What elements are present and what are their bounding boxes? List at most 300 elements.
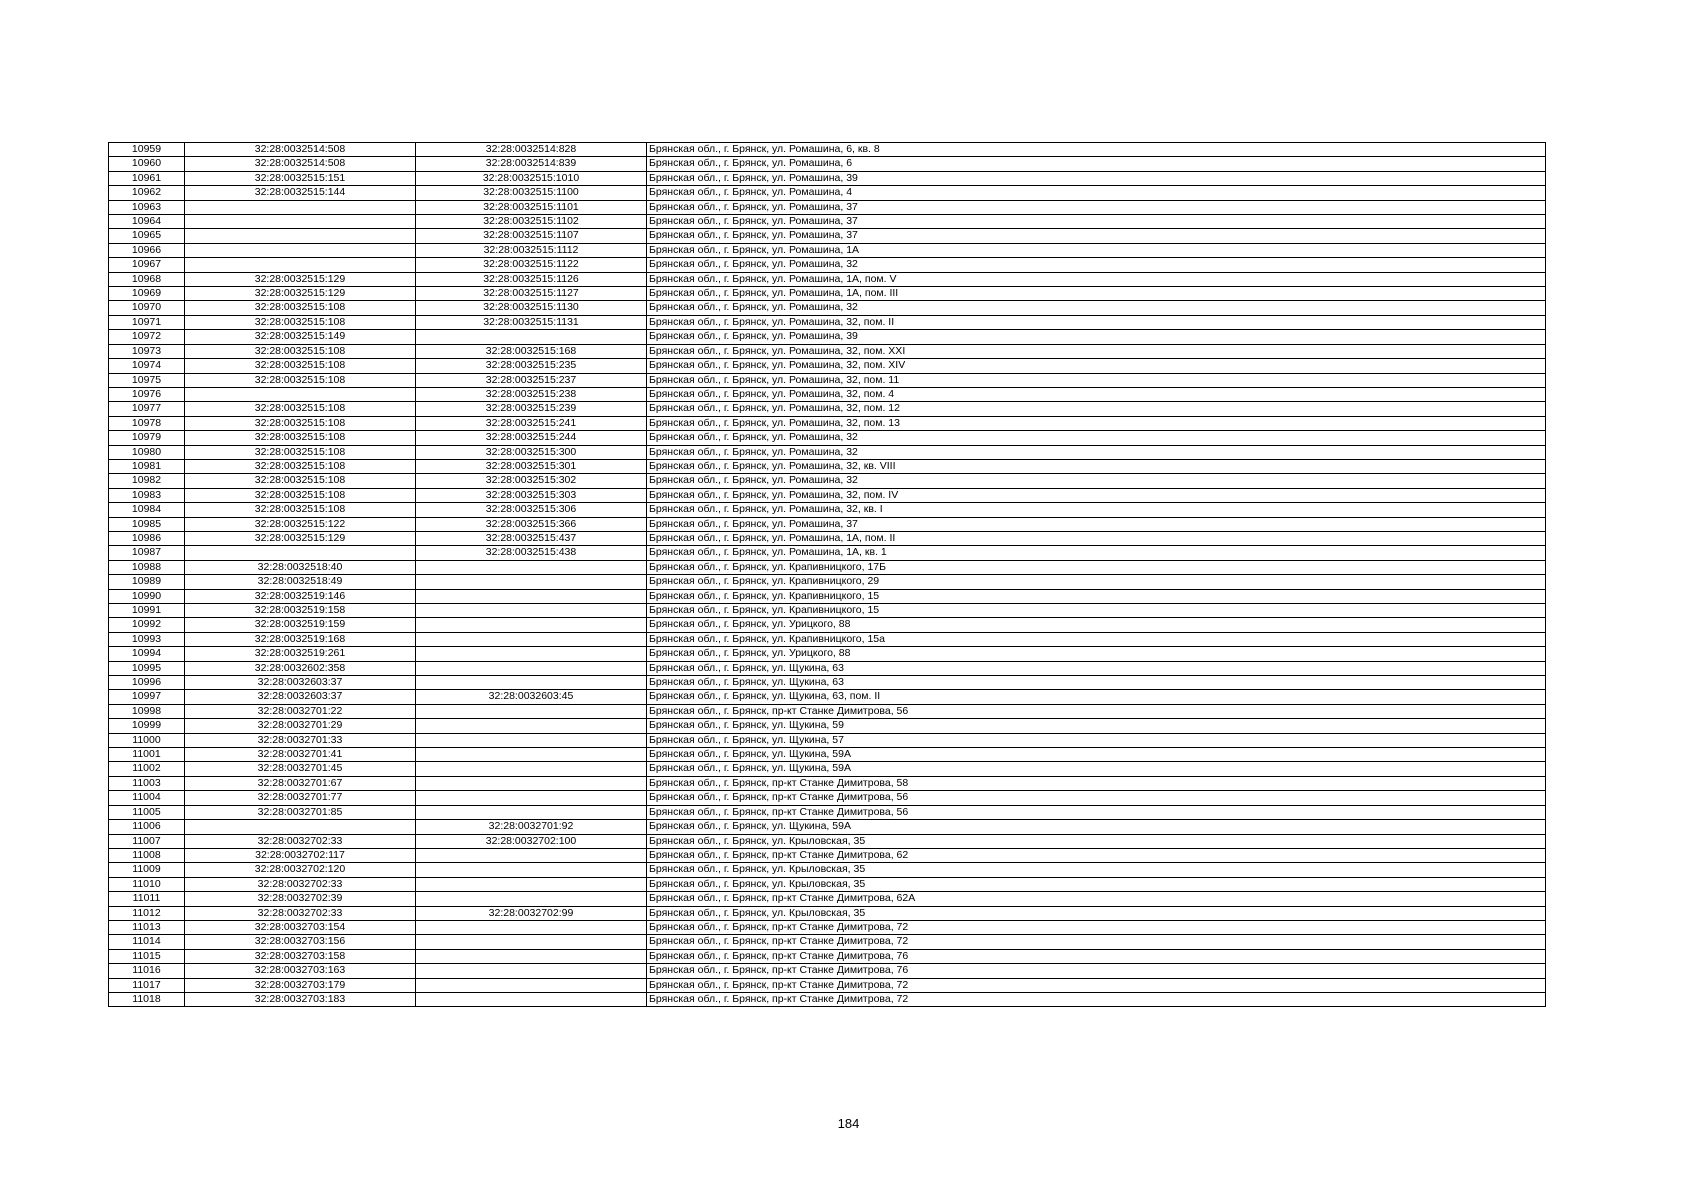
cadastral-number-cell: 32:28:0032515:149 bbox=[185, 330, 416, 344]
row-number-cell: 10992 bbox=[109, 618, 185, 632]
table-row bbox=[109, 676, 1546, 690]
cadastral-number-cell bbox=[185, 243, 416, 257]
address-cell: Брянская обл., г. Брянск, пр-кт Станке Димитрова, 72 bbox=[647, 920, 1546, 934]
table-row bbox=[109, 517, 1546, 531]
row-number-cell: 10959 bbox=[109, 143, 185, 157]
row-number-cell: 10993 bbox=[109, 632, 185, 646]
address-cell: Брянская обл., г. Брянск, ул. Ромашина, 37 bbox=[647, 215, 1546, 229]
table-row bbox=[109, 272, 1546, 286]
row-number-cell: 10987 bbox=[109, 546, 185, 560]
row-number-cell: 10991 bbox=[109, 604, 185, 618]
row-number-cell: 11016 bbox=[109, 964, 185, 978]
object-cadastral-number-cell bbox=[416, 762, 647, 776]
row-number-cell: 11012 bbox=[109, 906, 185, 920]
row-number-cell: 10967 bbox=[109, 258, 185, 272]
table-row bbox=[109, 402, 1546, 416]
table-row bbox=[109, 503, 1546, 517]
address-cell: Брянская обл., г. Брянск, ул. Ромашина, 32 bbox=[647, 301, 1546, 315]
table-row bbox=[109, 373, 1546, 387]
cadastral-number-cell: 32:28:0032515:108 bbox=[185, 459, 416, 473]
table-row bbox=[109, 704, 1546, 718]
address-cell: Брянская обл., г. Брянск, ул. Ромашина, 6 bbox=[647, 157, 1546, 171]
table-row bbox=[109, 445, 1546, 459]
cadastral-number-cell: 32:28:0032519:146 bbox=[185, 589, 416, 603]
table-row bbox=[109, 820, 1546, 834]
cadastral-number-cell: 32:28:0032702:120 bbox=[185, 863, 416, 877]
table-row bbox=[109, 604, 1546, 618]
registry-table-body bbox=[109, 143, 1546, 1007]
row-number-cell: 11013 bbox=[109, 920, 185, 934]
table-row bbox=[109, 776, 1546, 790]
cadastral-number-cell: 32:28:0032701:29 bbox=[185, 719, 416, 733]
object-cadastral-number-cell bbox=[416, 877, 647, 891]
address-cell: Брянская обл., г. Брянск, пр-кт Станке Димитрова, 62 bbox=[647, 848, 1546, 862]
address-cell: Брянская обл., г. Брянск, ул. Ромашина, 4 bbox=[647, 186, 1546, 200]
object-cadastral-number-cell bbox=[416, 863, 647, 877]
table-row bbox=[109, 748, 1546, 762]
address-cell: Брянская обл., г. Брянск, ул. Ромашина, 32 bbox=[647, 431, 1546, 445]
address-cell: Брянская обл., г. Брянск, ул. Крапивницкого, 29 bbox=[647, 575, 1546, 589]
row-number-cell: 10980 bbox=[109, 445, 185, 459]
table-row bbox=[109, 258, 1546, 272]
row-number-cell: 10971 bbox=[109, 315, 185, 329]
object-cadastral-number-cell: 32:28:0032515:300 bbox=[416, 445, 647, 459]
address-cell: Брянская обл., г. Брянск, пр-кт Станке Димитрова, 56 bbox=[647, 805, 1546, 819]
address-cell: Брянская обл., г. Брянск, ул. Щукина, 59А bbox=[647, 762, 1546, 776]
object-cadastral-number-cell bbox=[416, 632, 647, 646]
row-number-cell: 10977 bbox=[109, 402, 185, 416]
object-cadastral-number-cell: 32:28:0032515:303 bbox=[416, 488, 647, 502]
table-row bbox=[109, 762, 1546, 776]
row-number-cell: 10988 bbox=[109, 560, 185, 574]
table-row bbox=[109, 560, 1546, 574]
object-cadastral-number-cell bbox=[416, 992, 647, 1006]
cadastral-number-cell: 32:28:0032603:37 bbox=[185, 676, 416, 690]
row-number-cell: 10968 bbox=[109, 272, 185, 286]
table-row bbox=[109, 575, 1546, 589]
cadastral-number-cell: 32:28:0032703:183 bbox=[185, 992, 416, 1006]
object-cadastral-number-cell: 32:28:0032515:301 bbox=[416, 459, 647, 473]
object-cadastral-number-cell: 32:28:0032515:1010 bbox=[416, 171, 647, 185]
address-cell: Брянская обл., г. Брянск, ул. Ромашина, 1А bbox=[647, 243, 1546, 257]
object-cadastral-number-cell: 32:28:0032515:238 bbox=[416, 387, 647, 401]
address-cell: Брянская обл., г. Брянск, ул. Ромашина, 32 bbox=[647, 258, 1546, 272]
address-cell: Брянская обл., г. Брянск, ул. Ромашина, 32, пом. 12 bbox=[647, 402, 1546, 416]
row-number-cell: 10965 bbox=[109, 229, 185, 243]
table-row bbox=[109, 661, 1546, 675]
cadastral-number-cell: 32:28:0032515:108 bbox=[185, 301, 416, 315]
cadastral-number-cell: 32:28:0032702:33 bbox=[185, 877, 416, 891]
object-cadastral-number-cell: 32:28:0032515:239 bbox=[416, 402, 647, 416]
object-cadastral-number-cell bbox=[416, 776, 647, 790]
table-row bbox=[109, 949, 1546, 963]
object-cadastral-number-cell bbox=[416, 604, 647, 618]
address-cell: Брянская обл., г. Брянск, ул. Ромашина, 32 bbox=[647, 474, 1546, 488]
cadastral-number-cell: 32:28:0032703:154 bbox=[185, 920, 416, 934]
address-cell: Брянская обл., г. Брянск, ул. Щукина, 59 bbox=[647, 719, 1546, 733]
cadastral-number-cell: 32:28:0032701:85 bbox=[185, 805, 416, 819]
object-cadastral-number-cell: 32:28:0032515:1127 bbox=[416, 287, 647, 301]
cadastral-number-cell bbox=[185, 546, 416, 560]
object-cadastral-number-cell: 32:28:0032702:99 bbox=[416, 906, 647, 920]
cadastral-number-cell: 32:28:0032515:108 bbox=[185, 431, 416, 445]
object-cadastral-number-cell bbox=[416, 935, 647, 949]
row-number-cell: 10983 bbox=[109, 488, 185, 502]
address-cell: Брянская обл., г. Брянск, ул. Ромашина, 6, кв. 8 bbox=[647, 143, 1546, 157]
object-cadastral-number-cell: 32:28:0032515:366 bbox=[416, 517, 647, 531]
object-cadastral-number-cell: 32:28:0032515:437 bbox=[416, 531, 647, 545]
row-number-cell: 11000 bbox=[109, 733, 185, 747]
table-row bbox=[109, 215, 1546, 229]
cadastral-number-cell: 32:28:0032518:40 bbox=[185, 560, 416, 574]
address-cell: Брянская обл., г. Брянск, ул. Крапивницкого, 15 bbox=[647, 604, 1546, 618]
table-row bbox=[109, 546, 1546, 560]
object-cadastral-number-cell: 32:28:0032515:1107 bbox=[416, 229, 647, 243]
cadastral-number-cell: 32:28:0032515:129 bbox=[185, 272, 416, 286]
row-number-cell: 11018 bbox=[109, 992, 185, 1006]
address-cell: Брянская обл., г. Брянск, пр-кт Станке Димитрова, 76 bbox=[647, 949, 1546, 963]
object-cadastral-number-cell: 32:28:0032515:168 bbox=[416, 344, 647, 358]
object-cadastral-number-cell: 32:28:0032515:1131 bbox=[416, 315, 647, 329]
address-cell: Брянская обл., г. Брянск, пр-кт Станке Димитрова, 72 bbox=[647, 978, 1546, 992]
cadastral-number-cell bbox=[185, 215, 416, 229]
table-row bbox=[109, 315, 1546, 329]
row-number-cell: 11011 bbox=[109, 892, 185, 906]
cadastral-number-cell bbox=[185, 229, 416, 243]
cadastral-number-cell: 32:28:0032702:33 bbox=[185, 834, 416, 848]
cadastral-number-cell: 32:28:0032703:158 bbox=[185, 949, 416, 963]
object-cadastral-number-cell bbox=[416, 848, 647, 862]
address-cell: Брянская обл., г. Брянск, ул. Ромашина, 32, пом. XXI bbox=[647, 344, 1546, 358]
table-row bbox=[109, 906, 1546, 920]
table-row bbox=[109, 531, 1546, 545]
cadastral-number-cell: 32:28:0032702:33 bbox=[185, 906, 416, 920]
address-cell: Брянская обл., г. Брянск, ул. Щукина, 63, пом. II bbox=[647, 690, 1546, 704]
address-cell: Брянская обл., г. Брянск, ул. Ромашина, 32, пом. IV bbox=[647, 488, 1546, 502]
table-row bbox=[109, 171, 1546, 185]
row-number-cell: 10960 bbox=[109, 157, 185, 171]
row-number-cell: 11002 bbox=[109, 762, 185, 776]
row-number-cell: 10976 bbox=[109, 387, 185, 401]
table-row bbox=[109, 632, 1546, 646]
object-cadastral-number-cell: 32:28:0032515:1112 bbox=[416, 243, 647, 257]
object-cadastral-number-cell: 32:28:0032515:1100 bbox=[416, 186, 647, 200]
table-row bbox=[109, 892, 1546, 906]
address-cell: Брянская обл., г. Брянск, ул. Щукина, 63 bbox=[647, 661, 1546, 675]
row-number-cell: 10974 bbox=[109, 359, 185, 373]
row-number-cell: 10966 bbox=[109, 243, 185, 257]
address-cell: Брянская обл., г. Брянск, пр-кт Станке Димитрова, 58 bbox=[647, 776, 1546, 790]
address-cell: Брянская обл., г. Брянск, ул. Щукина, 63 bbox=[647, 676, 1546, 690]
address-cell: Брянская обл., г. Брянск, ул. Ромашина, 1А, пом. II bbox=[647, 531, 1546, 545]
row-number-cell: 11007 bbox=[109, 834, 185, 848]
registry-table bbox=[108, 142, 1546, 1007]
cadastral-number-cell: 32:28:0032515:108 bbox=[185, 402, 416, 416]
object-cadastral-number-cell bbox=[416, 618, 647, 632]
address-cell: Брянская обл., г. Брянск, ул. Щукина, 59А bbox=[647, 820, 1546, 834]
address-cell: Брянская обл., г. Брянск, ул. Крыловская, 35 bbox=[647, 834, 1546, 848]
object-cadastral-number-cell: 32:28:0032515:1122 bbox=[416, 258, 647, 272]
cadastral-number-cell: 32:28:0032703:179 bbox=[185, 978, 416, 992]
cadastral-number-cell: 32:28:0032603:37 bbox=[185, 690, 416, 704]
row-number-cell: 10999 bbox=[109, 719, 185, 733]
object-cadastral-number-cell: 32:28:0032603:45 bbox=[416, 690, 647, 704]
object-cadastral-number-cell bbox=[416, 330, 647, 344]
row-number-cell: 10989 bbox=[109, 575, 185, 589]
address-cell: Брянская обл., г. Брянск, ул. Крыловская, 35 bbox=[647, 877, 1546, 891]
address-cell: Брянская обл., г. Брянск, ул. Щукина, 57 bbox=[647, 733, 1546, 747]
table-row bbox=[109, 474, 1546, 488]
row-number-cell: 10972 bbox=[109, 330, 185, 344]
object-cadastral-number-cell: 32:28:0032515:306 bbox=[416, 503, 647, 517]
row-number-cell: 10978 bbox=[109, 416, 185, 430]
address-cell: Брянская обл., г. Брянск, пр-кт Станке Димитрова, 56 bbox=[647, 704, 1546, 718]
object-cadastral-number-cell bbox=[416, 949, 647, 963]
cadastral-number-cell: 32:28:0032703:156 bbox=[185, 935, 416, 949]
address-cell: Брянская обл., г. Брянск, пр-кт Станке Димитрова, 72 bbox=[647, 935, 1546, 949]
object-cadastral-number-cell bbox=[416, 647, 647, 661]
address-cell: Брянская обл., г. Брянск, ул. Ромашина, 32, пом. XIV bbox=[647, 359, 1546, 373]
table-row bbox=[109, 344, 1546, 358]
table-row bbox=[109, 719, 1546, 733]
row-number-cell: 11009 bbox=[109, 863, 185, 877]
cadastral-number-cell: 32:28:0032515:108 bbox=[185, 445, 416, 459]
row-number-cell: 11006 bbox=[109, 820, 185, 834]
object-cadastral-number-cell bbox=[416, 748, 647, 762]
page-number: 184 bbox=[837, 1116, 860, 1131]
table-row bbox=[109, 618, 1546, 632]
row-number-cell: 10982 bbox=[109, 474, 185, 488]
address-cell: Брянская обл., г. Брянск, ул. Ромашина, 37 bbox=[647, 229, 1546, 243]
row-number-cell: 11014 bbox=[109, 935, 185, 949]
address-cell: Брянская обл., г. Брянск, ул. Урицкого, 88 bbox=[647, 618, 1546, 632]
cadastral-number-cell: 32:28:0032515:129 bbox=[185, 531, 416, 545]
address-cell: Брянская обл., г. Брянск, пр-кт Станке Димитрова, 56 bbox=[647, 791, 1546, 805]
row-number-cell: 11003 bbox=[109, 776, 185, 790]
cadastral-number-cell: 32:28:0032519:261 bbox=[185, 647, 416, 661]
cadastral-number-cell: 32:28:0032702:39 bbox=[185, 892, 416, 906]
object-cadastral-number-cell: 32:28:0032514:828 bbox=[416, 143, 647, 157]
row-number-cell: 11015 bbox=[109, 949, 185, 963]
table-row bbox=[109, 848, 1546, 862]
cadastral-number-cell: 32:28:0032518:49 bbox=[185, 575, 416, 589]
table-row bbox=[109, 416, 1546, 430]
address-cell: Брянская обл., г. Брянск, ул. Ромашина, 39 bbox=[647, 330, 1546, 344]
address-cell: Брянская обл., г. Брянск, ул. Ромашина, 32, пом. 4 bbox=[647, 387, 1546, 401]
address-cell: Брянская обл., г. Брянск, ул. Ромашина, 37 bbox=[647, 517, 1546, 531]
address-cell: Брянская обл., г. Брянск, ул. Щукина, 59А bbox=[647, 748, 1546, 762]
object-cadastral-number-cell bbox=[416, 560, 647, 574]
cadastral-number-cell: 32:28:0032515:129 bbox=[185, 287, 416, 301]
table-row bbox=[109, 733, 1546, 747]
table-row bbox=[109, 330, 1546, 344]
object-cadastral-number-cell bbox=[416, 719, 647, 733]
cadastral-number-cell: 32:28:0032515:122 bbox=[185, 517, 416, 531]
cadastral-number-cell: 32:28:0032701:41 bbox=[185, 748, 416, 762]
address-cell: Брянская обл., г. Брянск, ул. Ромашина, 32, кв. VIII bbox=[647, 459, 1546, 473]
row-number-cell: 11004 bbox=[109, 791, 185, 805]
table-row bbox=[109, 647, 1546, 661]
table-row bbox=[109, 863, 1546, 877]
object-cadastral-number-cell: 32:28:0032515:237 bbox=[416, 373, 647, 387]
object-cadastral-number-cell: 32:28:0032701:92 bbox=[416, 820, 647, 834]
cadastral-number-cell: 32:28:0032515:151 bbox=[185, 171, 416, 185]
address-cell: Брянская обл., г. Брянск, ул. Ромашина, 39 bbox=[647, 171, 1546, 185]
row-number-cell: 11001 bbox=[109, 748, 185, 762]
cadastral-number-cell bbox=[185, 200, 416, 214]
table-row bbox=[109, 431, 1546, 445]
row-number-cell: 11008 bbox=[109, 848, 185, 862]
cadastral-number-cell: 32:28:0032515:108 bbox=[185, 488, 416, 502]
cadastral-number-cell: 32:28:0032515:108 bbox=[185, 416, 416, 430]
table-row bbox=[109, 805, 1546, 819]
cadastral-number-cell: 32:28:0032701:33 bbox=[185, 733, 416, 747]
address-cell: Брянская обл., г. Брянск, ул. Крыловская, 35 bbox=[647, 906, 1546, 920]
address-cell: Брянская обл., г. Брянск, ул. Крыловская, 35 bbox=[647, 863, 1546, 877]
row-number-cell: 10997 bbox=[109, 690, 185, 704]
row-number-cell: 10962 bbox=[109, 186, 185, 200]
object-cadastral-number-cell: 32:28:0032515:241 bbox=[416, 416, 647, 430]
table-row bbox=[109, 459, 1546, 473]
row-number-cell: 11005 bbox=[109, 805, 185, 819]
object-cadastral-number-cell: 32:28:0032515:1130 bbox=[416, 301, 647, 315]
table-row bbox=[109, 157, 1546, 171]
object-cadastral-number-cell bbox=[416, 575, 647, 589]
cadastral-number-cell: 32:28:0032602:358 bbox=[185, 661, 416, 675]
address-cell: Брянская обл., г. Брянск, ул. Ромашина, 32, кв. I bbox=[647, 503, 1546, 517]
row-number-cell: 10998 bbox=[109, 704, 185, 718]
address-cell: Брянская обл., г. Брянск, ул. Крапивницкого, 17Б bbox=[647, 560, 1546, 574]
object-cadastral-number-cell bbox=[416, 676, 647, 690]
object-cadastral-number-cell bbox=[416, 589, 647, 603]
object-cadastral-number-cell bbox=[416, 964, 647, 978]
table-row bbox=[109, 229, 1546, 243]
row-number-cell: 10981 bbox=[109, 459, 185, 473]
cadastral-number-cell: 32:28:0032701:67 bbox=[185, 776, 416, 790]
object-cadastral-number-cell bbox=[416, 978, 647, 992]
table-row bbox=[109, 287, 1546, 301]
table-row bbox=[109, 992, 1546, 1006]
row-number-cell: 10996 bbox=[109, 676, 185, 690]
address-cell: Брянская обл., г. Брянск, ул. Ромашина, 32, пом. II bbox=[647, 315, 1546, 329]
object-cadastral-number-cell: 32:28:0032515:1102 bbox=[416, 215, 647, 229]
object-cadastral-number-cell: 32:28:0032515:235 bbox=[416, 359, 647, 373]
object-cadastral-number-cell: 32:28:0032515:1126 bbox=[416, 272, 647, 286]
cadastral-number-cell: 32:28:0032515:108 bbox=[185, 315, 416, 329]
object-cadastral-number-cell: 32:28:0032515:438 bbox=[416, 546, 647, 560]
table-row bbox=[109, 791, 1546, 805]
cadastral-number-cell: 32:28:0032515:144 bbox=[185, 186, 416, 200]
table-row bbox=[109, 920, 1546, 934]
address-cell: Брянская обл., г. Брянск, ул. Ромашина, 1А, пом. III bbox=[647, 287, 1546, 301]
address-cell: Брянская обл., г. Брянск, ул. Ромашина, 32 bbox=[647, 445, 1546, 459]
table-row bbox=[109, 589, 1546, 603]
table-row bbox=[109, 243, 1546, 257]
address-cell: Брянская обл., г. Брянск, ул. Ромашина, 1А, кв. 1 bbox=[647, 546, 1546, 560]
row-number-cell: 10994 bbox=[109, 647, 185, 661]
cadastral-number-cell: 32:28:0032515:108 bbox=[185, 373, 416, 387]
object-cadastral-number-cell bbox=[416, 892, 647, 906]
address-cell: Брянская обл., г. Брянск, пр-кт Станке Димитрова, 62А bbox=[647, 892, 1546, 906]
row-number-cell: 10984 bbox=[109, 503, 185, 517]
table-row bbox=[109, 488, 1546, 502]
table-row bbox=[109, 935, 1546, 949]
cadastral-number-cell bbox=[185, 258, 416, 272]
cadastral-number-cell: 32:28:0032515:108 bbox=[185, 359, 416, 373]
address-cell: Брянская обл., г. Брянск, ул. Крапивницкого, 15а bbox=[647, 632, 1546, 646]
table-row bbox=[109, 143, 1546, 157]
address-cell: Брянская обл., г. Брянск, ул. Ромашина, 1А, пом. V bbox=[647, 272, 1546, 286]
row-number-cell: 10975 bbox=[109, 373, 185, 387]
address-cell: Брянская обл., г. Брянск, ул. Ромашина, 32, пом. 11 bbox=[647, 373, 1546, 387]
row-number-cell: 10969 bbox=[109, 287, 185, 301]
row-number-cell: 10985 bbox=[109, 517, 185, 531]
address-cell: Брянская обл., г. Брянск, ул. Крапивницкого, 15 bbox=[647, 589, 1546, 603]
cadastral-number-cell: 32:28:0032701:22 bbox=[185, 704, 416, 718]
address-cell: Брянская обл., г. Брянск, ул. Урицкого, 88 bbox=[647, 647, 1546, 661]
row-number-cell: 10979 bbox=[109, 431, 185, 445]
table-row bbox=[109, 200, 1546, 214]
table-row bbox=[109, 301, 1546, 315]
table-row bbox=[109, 186, 1546, 200]
object-cadastral-number-cell: 32:28:0032515:244 bbox=[416, 431, 647, 445]
address-cell: Брянская обл., г. Брянск, ул. Ромашина, 32, пом. 13 bbox=[647, 416, 1546, 430]
object-cadastral-number-cell bbox=[416, 805, 647, 819]
row-number-cell: 10995 bbox=[109, 661, 185, 675]
address-cell: Брянская обл., г. Брянск, пр-кт Станке Димитрова, 72 bbox=[647, 992, 1546, 1006]
address-cell: Брянская обл., г. Брянск, пр-кт Станке Димитрова, 76 bbox=[647, 964, 1546, 978]
cadastral-number-cell: 32:28:0032701:77 bbox=[185, 791, 416, 805]
table-row bbox=[109, 964, 1546, 978]
row-number-cell: 11017 bbox=[109, 978, 185, 992]
object-cadastral-number-cell bbox=[416, 704, 647, 718]
row-number-cell: 10973 bbox=[109, 344, 185, 358]
cadastral-number-cell: 32:28:0032519:168 bbox=[185, 632, 416, 646]
row-number-cell: 10963 bbox=[109, 200, 185, 214]
cadastral-number-cell: 32:28:0032519:158 bbox=[185, 604, 416, 618]
object-cadastral-number-cell: 32:28:0032515:1101 bbox=[416, 200, 647, 214]
table-row bbox=[109, 387, 1546, 401]
object-cadastral-number-cell bbox=[416, 733, 647, 747]
table-row bbox=[109, 978, 1546, 992]
table-row bbox=[109, 359, 1546, 373]
cadastral-number-cell: 32:28:0032701:45 bbox=[185, 762, 416, 776]
object-cadastral-number-cell bbox=[416, 661, 647, 675]
cadastral-number-cell bbox=[185, 820, 416, 834]
object-cadastral-number-cell bbox=[416, 920, 647, 934]
address-cell: Брянская обл., г. Брянск, ул. Ромашина, 37 bbox=[647, 200, 1546, 214]
table-row bbox=[109, 834, 1546, 848]
cadastral-number-cell: 32:28:0032514:508 bbox=[185, 143, 416, 157]
row-number-cell: 10964 bbox=[109, 215, 185, 229]
cadastral-number-cell: 32:28:0032519:159 bbox=[185, 618, 416, 632]
table-row bbox=[109, 877, 1546, 891]
cadastral-number-cell: 32:28:0032702:117 bbox=[185, 848, 416, 862]
object-cadastral-number-cell bbox=[416, 791, 647, 805]
row-number-cell: 10990 bbox=[109, 589, 185, 603]
object-cadastral-number-cell: 32:28:0032514:839 bbox=[416, 157, 647, 171]
cadastral-number-cell: 32:28:0032703:163 bbox=[185, 964, 416, 978]
row-number-cell: 10986 bbox=[109, 531, 185, 545]
cadastral-number-cell: 32:28:0032515:108 bbox=[185, 503, 416, 517]
cadastral-number-cell: 32:28:0032515:108 bbox=[185, 474, 416, 488]
row-number-cell: 10970 bbox=[109, 301, 185, 315]
table-row bbox=[109, 690, 1546, 704]
object-cadastral-number-cell: 32:28:0032702:100 bbox=[416, 834, 647, 848]
cadastral-number-cell: 32:28:0032515:108 bbox=[185, 344, 416, 358]
row-number-cell: 10961 bbox=[109, 171, 185, 185]
row-number-cell: 11010 bbox=[109, 877, 185, 891]
